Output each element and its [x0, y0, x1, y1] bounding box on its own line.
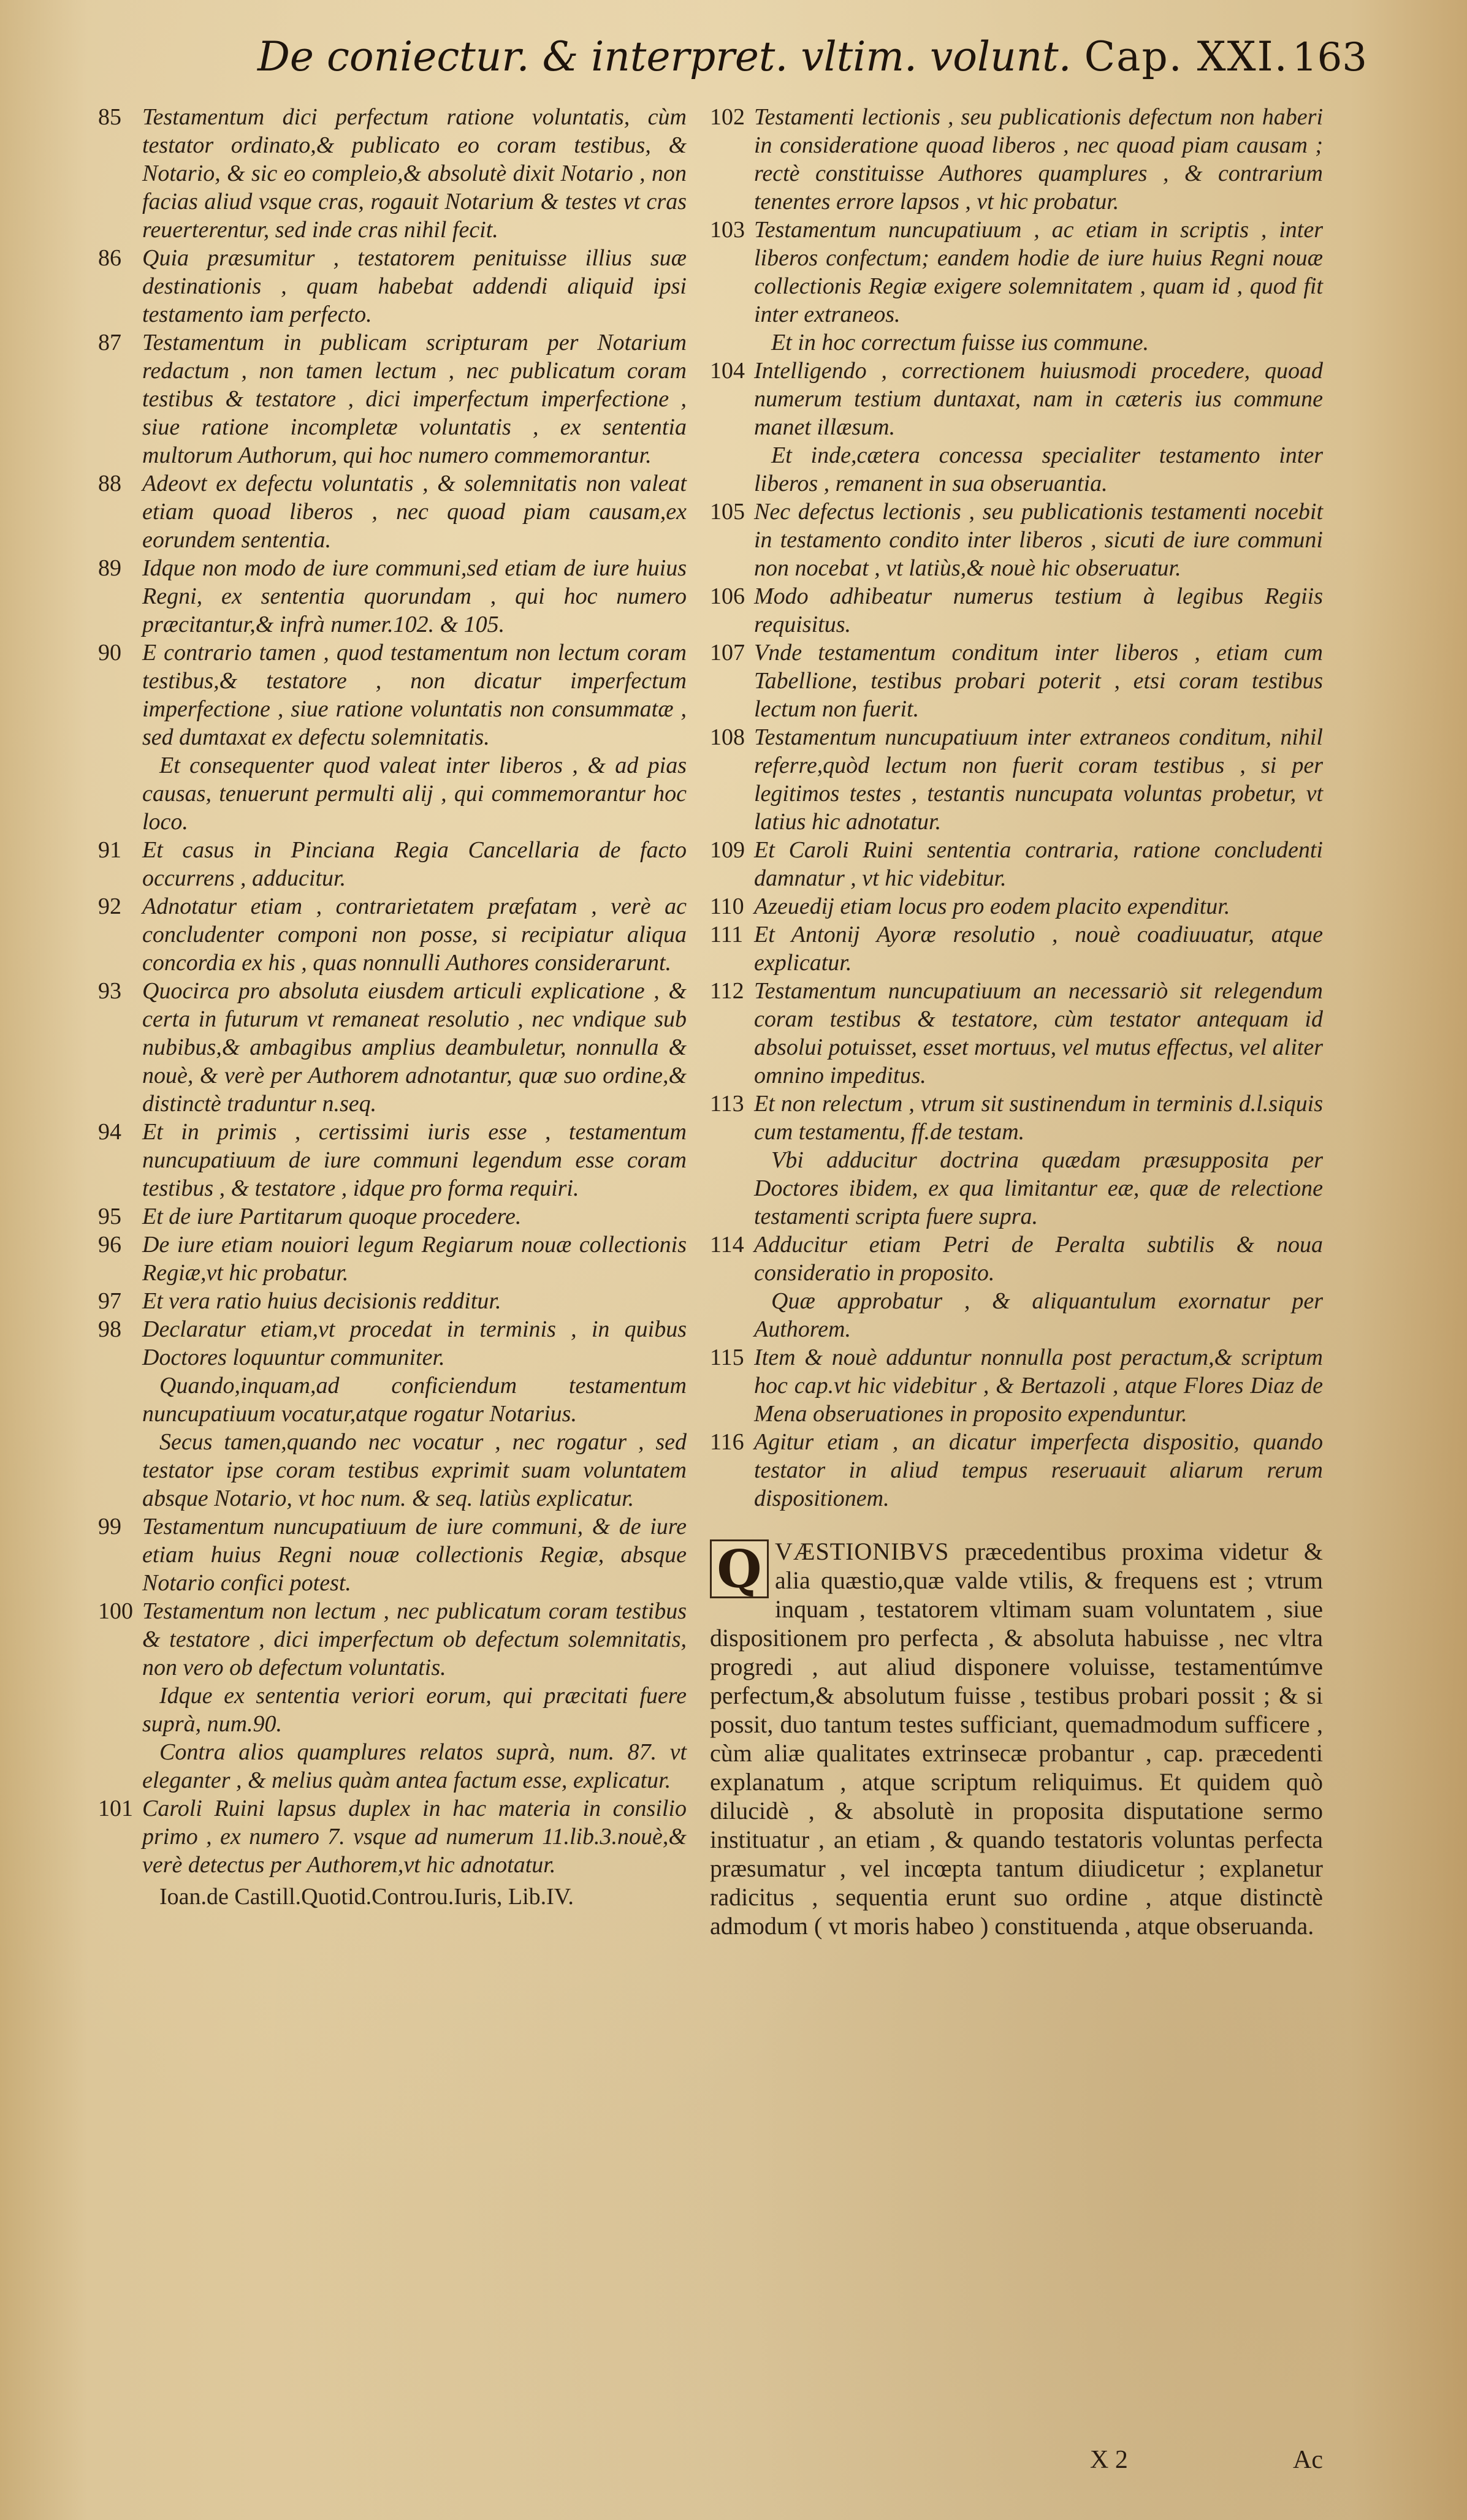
summary-entry	[710, 836, 1323, 892]
entry-number: 105	[710, 499, 745, 525]
entry-text: Idque ex sententia veriori eorum, qui præcitati fuere suprà, num.90.	[142, 1683, 687, 1737]
entry-number: 113	[710, 1091, 744, 1117]
signature-mark: X 2	[1090, 2446, 1128, 2474]
entry-number: 116	[710, 1429, 744, 1455]
summary-entry	[710, 357, 1323, 441]
entry-text: Agitur etiam , an dicatur imperfecta dispositio, quando testator in aliud tempus reseruauit aliarum rerum dispositionem.	[754, 1429, 1323, 1511]
chapter-opening-text	[710, 1537, 1323, 1940]
entry-text: De iure etiam nouiori legum Regiarum nouæ collectionis Regiæ,vt hic probatur.	[142, 1232, 687, 1286]
entry-text: Et casus in Pinciana Regia Cancellaria de facto occurrens , adducitur.	[142, 837, 687, 891]
entry-text: Quando,inquam,ad conficiendum testamentum nuncupatiuum vocatur,atque rogatur Notarius.	[142, 1373, 687, 1427]
summary-entry	[710, 1146, 1323, 1231]
entry-text: Item & nouè adduntur nonnulla post peractum,& scriptum hoc cap.vt hic videbitur , & Bertazoli , atque Flores Diaz de Mena obseruationes in proposito expenduntur.	[754, 1345, 1323, 1427]
entry-number: 108	[710, 724, 745, 750]
summary-entry	[710, 1231, 1323, 1287]
entry-number: 95	[98, 1204, 121, 1229]
entry-text: Testamentum nuncupatiuum , ac etiam in scriptis , inter liberos confectum; eandem hodie de iure huius Regni nouæ collectionis Regiæ exigere solemnitatem , quam id , quod fit inter extraneos.	[754, 217, 1323, 327]
entry-text: Et vera ratio huius decisionis redditur.	[142, 1288, 501, 1314]
summary-entry	[710, 723, 1323, 836]
entry-text: Declaratur etiam,vt procedat in terminis , in quibus Doctores loquuntur communiter.	[142, 1316, 687, 1370]
entry-number: 99	[98, 1514, 121, 1539]
page-number: 163	[1292, 35, 1367, 80]
entry-text: Testamentum nuncupatiuum inter extraneos conditum, nihil referre,quòd lectum non fuerit coram testibus , si per legitimos testes , testantis nuncupata voluntas probetur, vt latius hic adnotatur.	[754, 724, 1323, 835]
entry-text: Vbi adducitur doctrina quædam præsupposita per Doctores ibidem, ex qua limitantur eæ, quæ de relectione testamenti scripta fuere supra.	[754, 1147, 1323, 1229]
summary-entry	[98, 554, 687, 639]
entry-text: Et de iure Partitarum quoque procedere.	[142, 1204, 522, 1229]
entry-number: 114	[710, 1232, 744, 1258]
book-citation: Ioan.de Castill.Quotid.Controu.Iuris, Lib.IV.	[159, 1884, 574, 1910]
summary-entry	[98, 892, 687, 977]
summary-entry	[98, 244, 687, 328]
entry-number: 85	[98, 104, 121, 130]
entry-number: 101	[98, 1796, 133, 1821]
summary-entry	[98, 1315, 687, 1372]
entry-number: 86	[98, 245, 121, 271]
entry-text: Quæ approbatur , & aliquantulum exornatur per Authorem.	[754, 1288, 1323, 1342]
entry-text: Idque non modo de iure communi,sed etiam de iure huius Regni, ex sententia quorundam , qui hoc numero præcitantur,& infrà numer.102. & 105.	[142, 555, 687, 637]
entry-number: 115	[710, 1345, 744, 1370]
entry-text: Et non relectum , vtrum sit sustinendum in terminis d.l.siquis cum testamentu, ff.de testam.	[754, 1091, 1323, 1145]
summary-entry	[98, 977, 687, 1118]
catchword: Ac	[1293, 2446, 1323, 2474]
summary-entry	[710, 1343, 1323, 1428]
entry-text: Vnde testamentum conditum inter liberos , etiam cum Tabellione, testibus probari poterit , etsi coram testibus lectum non fuerit.	[754, 640, 1323, 722]
summary-entry	[710, 639, 1323, 723]
entry-text: E contrario tamen , quod testamentum non lectum coram testibus,& testatore , non dicatur imperfectum imperfectione , siue ratione voluntatis non consummatæ , sed dumtaxat ex defectu solemnitatis.	[142, 640, 687, 750]
entry-number: 100	[98, 1598, 133, 1624]
entry-text: Testamentum non lectum , nec publicatum coram testibus & testatore , dici imperfectum ob defectum solemnitatis, non vero ob defectum voluntatis.	[142, 1598, 687, 1680]
entry-text: Testamentum nuncupatiuum an necessariò sit relegendum coram testibus & testatore, cùm testator antequam id absolui potuisset, esset mortuus, vel mutus effectus, vel aliter omnino impeditus.	[754, 978, 1323, 1088]
entry-number: 110	[710, 894, 744, 919]
entry-text: Et inde,cætera concessa specialiter testamento inter liberos , remanent in sua obseruantia.	[754, 442, 1323, 496]
entry-text: Et Antonij Ayoræ resolutio , nouè coadiuuatur, atque explicatur.	[754, 922, 1323, 976]
entry-text: Azeuedij etiam locus pro eodem placito expenditur.	[754, 894, 1230, 919]
entry-text: Caroli Ruini lapsus duplex in hac materia in consilio primo , ex numero 7. vsque ad numerum 11.lib.3.nouè,& verè detectus per Authorem,vt hic adnotatur.	[142, 1796, 687, 1878]
entry-text: Adeovt ex defectu voluntatis , & solemnitatis non valeat etiam quoad liberos , nec quoad piam causam,ex eorundem sententia.	[142, 471, 687, 553]
summary-entry	[710, 216, 1323, 328]
entry-number: 107	[710, 640, 745, 666]
title-text: De coniectur. & interpret. vltim. volunt.	[257, 33, 1072, 80]
summary-entry	[98, 639, 687, 751]
summary-entry	[710, 441, 1323, 498]
entry-text: Adnotatur etiam , contrarietatem præfatam , verè ac concludenter componi non posse, si recipiatur aliqua concordia ex his , quas nonnulli Authores considerarunt.	[142, 894, 687, 976]
entry-text: Quocirca pro absoluta eiusdem articuli explicatione , & certa in futurum vt remaneat resolutio , nec vndique sub nubibus,& ambagibus amplius deambuletur, nonnulla & nouè, & verè per Authorem adnotantur, quæ suo ordine,& distinctè traduntur n.seq.	[142, 978, 687, 1117]
entry-number: 102	[710, 104, 745, 130]
entry-number: 97	[98, 1288, 121, 1314]
summary-entry	[710, 582, 1323, 639]
summary-entry	[98, 469, 687, 554]
entry-text: Nec defectus lectionis , seu publicationis testamenti nocebit in testamento condito inter liberos , sicuti de iure communi non nocebat , vt latiùs,& nouè hic obseruatur.	[754, 499, 1323, 581]
entry-text: Et in hoc correctum fuisse ius commune.	[771, 330, 1149, 355]
summary-entry	[98, 1428, 687, 1512]
opening-paragraph: præcedentibus proxima videtur & alia quæstio,quæ valde vtilis, & frequens est ; vtrum inquam , testatorem vltimam suam voluntatem , siue dispositionem pro perfecta , & absoluta habuisse , nec vltra progredi , aut aliud disponere voluisse, testamentúmve perfectum,& absolutum fuisse , testibus probari possit ; & si possit, duo tantum testes sufficiant, quemadmodum sufficere , cùm aliæ qualitates extrinsecæ probantur , cap. præcedenti explanatum , atque scriptum reliquimus. Et quidem quò dilucidè , & absolutè in proposita disputatione sermo instituatur , an etiam , & quando testatoris voluntas perfecta præsumatur , vel incœpta tantum diiudicetur ; explanetur radicitus , sequentia erunt suo ordine , atque distinctè admodum ( vt moris habeo ) constituenda , atque obseruanda.	[710, 1538, 1323, 1940]
entry-text: Intelligendo , correctionem huiusmodi procedere, quoad numerum testium duntaxat, nam in cæteris ius commune manet illæsum.	[754, 358, 1323, 440]
entry-number: 92	[98, 894, 121, 919]
summary-entry	[98, 1738, 687, 1794]
entry-text: Et Caroli Ruini sententia contraria, ratione concludenti damnatur , vt hic videbitur.	[754, 837, 1323, 891]
entry-number: 90	[98, 640, 121, 666]
decorated-initial: Q	[710, 1539, 769, 1598]
opening-word: VÆSTIONIBVS	[775, 1538, 950, 1565]
summary-entry	[710, 328, 1323, 357]
summary-entry	[710, 103, 1323, 216]
summary-entry	[98, 751, 687, 836]
entry-number: 91	[98, 837, 121, 863]
summary-entry	[710, 977, 1323, 1090]
summary-entry	[98, 1682, 687, 1738]
entry-text: Contra alios quamplures relatos suprà, num. 87. vt eleganter , & melius quàm antea factum esse, explicatur.	[142, 1739, 687, 1793]
entry-text: Modo adhibeatur numerus testium à legibus Regiis requisitus.	[754, 583, 1323, 637]
entry-text: Adducitur etiam Petri de Peralta subtilis & noua consideratio in proposito.	[754, 1232, 1323, 1286]
summary-entry	[98, 1597, 687, 1682]
summary-entry	[98, 1794, 687, 1879]
summary-column-left	[98, 103, 687, 1911]
entry-number: 104	[710, 358, 745, 384]
summary-entry	[98, 1231, 687, 1287]
summary-entry	[98, 1372, 687, 1428]
entry-number: 103	[710, 217, 745, 243]
summary-entry	[98, 1118, 687, 1202]
summary-entry	[98, 836, 687, 892]
entry-text: Et in primis , certissimi iuris esse , testamentum nuncupatiuum de iure communi legendum esse coram testibus , & testatore , idque pro forma requiri.	[142, 1119, 687, 1201]
summary-entry	[98, 1202, 687, 1231]
entry-text: Quia præsumitur , testatorem penituisse illius suæ destinationis , quam habebat addendi aliquid ipsi testamento iam perfecto.	[142, 245, 687, 327]
running-header	[257, 23, 1367, 97]
entry-number: 88	[98, 471, 121, 496]
chapter-label: Cap. XXI.	[1084, 33, 1289, 80]
entry-text: Secus tamen,quando nec vocatur , nec rogatur , sed testator ipse coram testibus exprimit suam voluntatem absque Notario, vt hoc num. & seq. latiùs explicatur.	[142, 1429, 687, 1511]
summary-entry	[98, 103, 687, 244]
entry-number: 93	[98, 978, 121, 1004]
summary-entry	[710, 892, 1323, 920]
entry-number: 98	[98, 1316, 121, 1342]
entry-text: Testamenti lectionis , seu publicationis defectum non haberi in consideratione quoad liberos , nec quoad piam causam ; rectè constituisse Authores quamplures , & contrarium tenentes errore lapsos , vt hic probatur.	[754, 104, 1323, 214]
entry-number: 109	[710, 837, 745, 863]
entry-number: 111	[710, 922, 744, 947]
summary-column-right	[710, 103, 1323, 1940]
entry-text: Testamentum nuncupatiuum de iure communi, & de iure etiam huius Regni nouæ collectionis Regiæ, absque Notario confici potest.	[142, 1514, 687, 1596]
summary-entry	[710, 498, 1323, 582]
running-title	[257, 23, 1289, 91]
summary-entry	[710, 920, 1323, 977]
entry-text: Testamentum in publicam scripturam per Notarium redactum , non tamen lectum , nec publicatum coram testibus & testatore , dici imperfectum imperfectione , siue ratione incompletæ voluntatis , ex sententia multorum Authorum, qui hoc numero commemorantur.	[142, 330, 687, 468]
summary-entry	[98, 1287, 687, 1315]
summary-entry	[710, 1090, 1323, 1146]
entry-number: 87	[98, 330, 121, 355]
entry-number: 89	[98, 555, 121, 581]
entry-number: 112	[710, 978, 744, 1004]
summary-entry	[98, 1512, 687, 1597]
entry-text: Et consequenter quod valeat inter liberos , & ad pias causas, tenuerunt permulti alij , qui commemorantur hoc loco.	[142, 753, 687, 835]
entry-number: 96	[98, 1232, 121, 1258]
summary-entry	[710, 1287, 1323, 1343]
entry-number: 106	[710, 583, 745, 609]
entry-text: Testamentum dici perfectum ratione voluntatis, cùm testator ordinato,& publicato eo coram testibus, & Notario, & sic eo compleio,& absolutè dixit Notario , non facias aliud vsque cras, rogauit Notarium & testes vt cras reuerterentur, sed inde cras nihil fecit.	[142, 104, 687, 243]
summary-entry	[710, 1428, 1323, 1512]
entry-number: 94	[98, 1119, 121, 1145]
summary-entry	[98, 328, 687, 469]
